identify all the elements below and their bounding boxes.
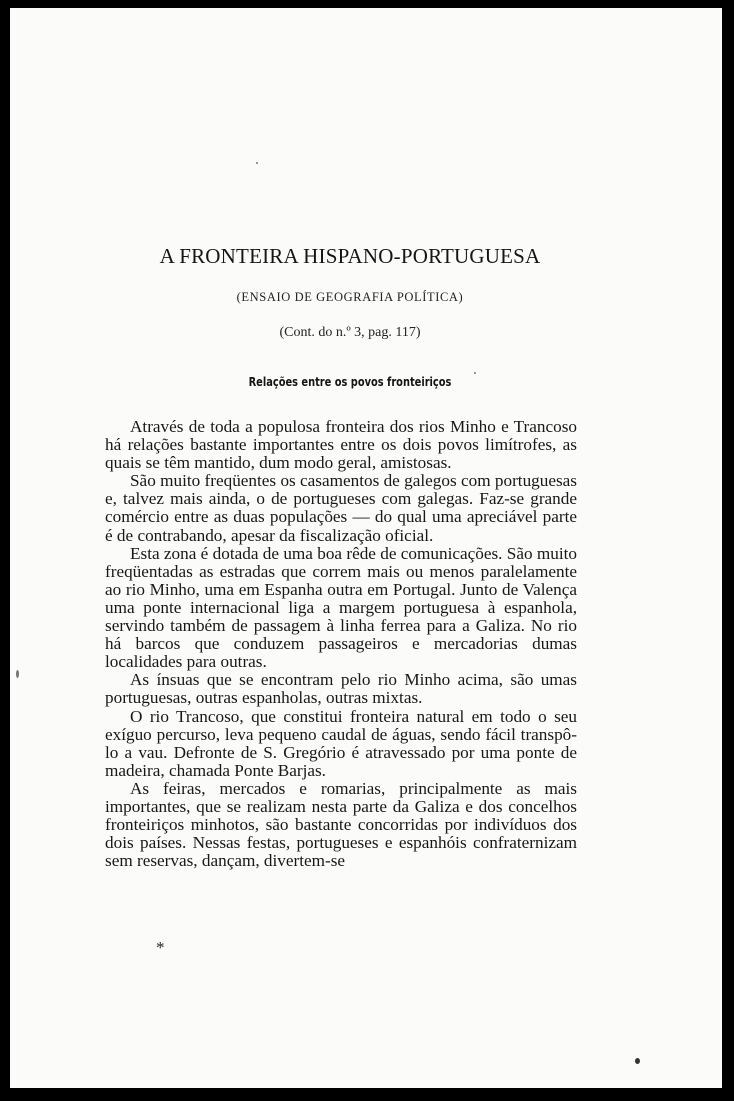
paragraph: O rio Trancoso, que constitui fronteira natural em todo o seu exíguo percurso, leva pequeno caudal de águas, sendo fácil transpô-lo a vau. Defronte de S. Gregório é atravessado por uma ponte de madeira, chamada Ponte Barjas. — [105, 706, 577, 780]
article-body — [105, 418, 577, 870]
continuation-note: (Cont. do n.º 3, pag. 117) — [279, 325, 421, 340]
scan-speck — [635, 1058, 640, 1064]
article-title: A FRONTEIRA HISPANO-PORTUGUESA — [159, 244, 541, 268]
paragraph: São muito freqüentes os casamentos de galegos com portuguesas e, talvez mais ainda, o de portugueses com galegas. Faz-se grande comércio entre as duas populações — do qual uma apreciável parte é de contrabando, apesar da fiscalização oficial. — [105, 471, 577, 545]
article-subtitle: (ENSAIO DE GEOGRAFIA POLÍTICA) — [236, 290, 464, 304]
footnote-asterisk: * — [156, 938, 165, 957]
paragraph: As feiras, mercados e romarias, principalmente as mais importantes, que se realizam nesta parte da Galiza e dos concelhos fronteiriços minhotos, são bastante concorridas por indivíduos dos dois países. Nessas festas, portugueses e espanhóis confraternizam sem reservas, dançam, divertem-se — [105, 778, 577, 871]
paragraph: Esta zona é dotada de uma boa rêde de comunicações. São muito freqüentadas as estradas que correm mais ou menos paralelamente ao rio Minho, uma em Espanha outra em Portugal. Junto de Valença uma ponte internacional liga a margem portuguesa à espanhola, servindo também de passagem à linha ferrea para a Galiza. No rio há barcos que conduzem passageiros e mercadorias dumas localidades para outras. — [105, 543, 577, 672]
paragraph: Através de toda a populosa fronteira dos rios Minho e Trancoso há relações bastante importantes entre os dois povos limítrofes, as quais se têm mantido, dum modo geral, amistosas. — [105, 417, 577, 473]
section-heading: Relações entre os povos fronteiriços — [248, 375, 452, 389]
scan-speck — [16, 670, 19, 678]
scan-speck — [256, 162, 258, 164]
document-page — [10, 8, 722, 1088]
scan-speck — [474, 372, 476, 374]
paragraph: As ínsuas que se encontram pelo rio Minho acima, são umas portuguesas, outras espanholas, outras mixtas. — [105, 670, 577, 708]
